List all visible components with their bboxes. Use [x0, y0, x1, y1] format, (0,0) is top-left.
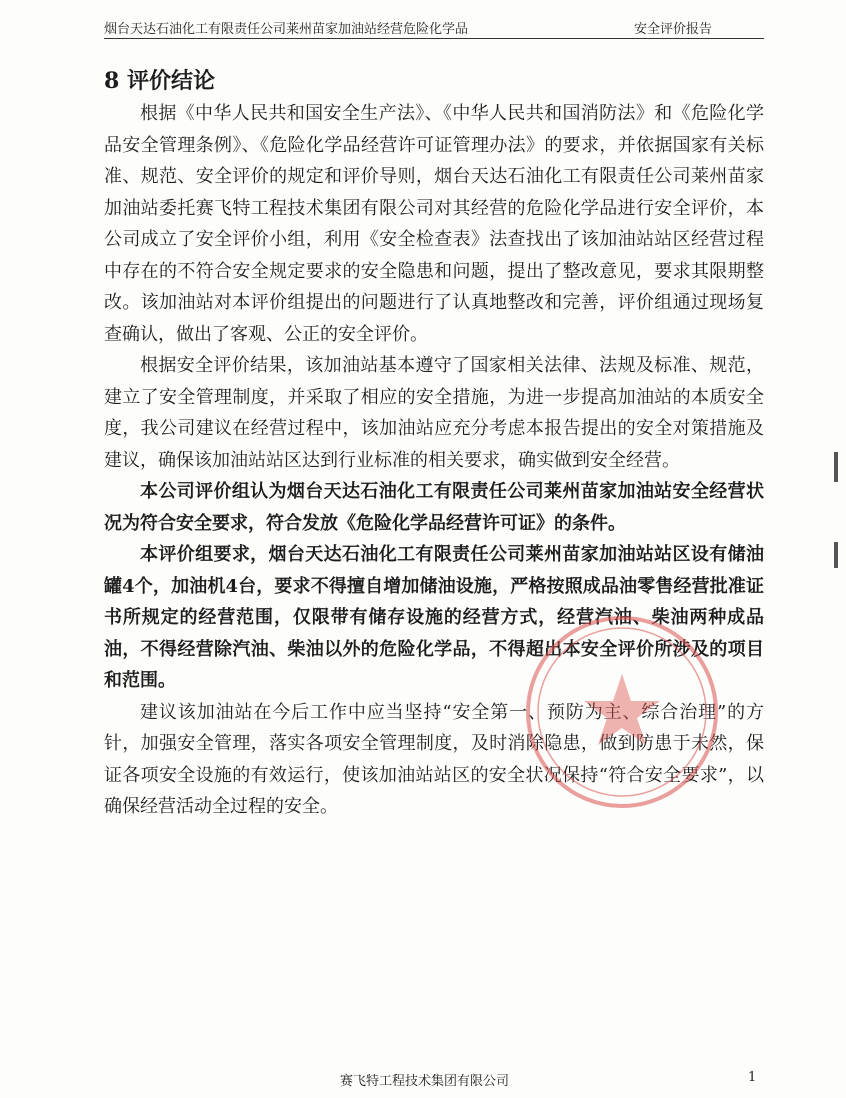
scan-margin-mark [834, 452, 838, 482]
paragraph-requirements: 本评价组要求，烟台天达石油化工有限责任公司莱州苗家加油站站区设有储油罐4个，加油机4台，要求不得擅自增加储油设施，严格按照成品油零售经营批准证书所规定的经营范围，仅限带有储存设施的经营方式，经营汽油、柴油两种成品油，不得经营除汽油、柴油以外的危险化学品，不得超出本安全评价所涉及的项目和范围。 [104, 544, 764, 691]
paragraph-conclusion: 本公司评价组认为烟台天达石油化工有限责任公司莱州苗家加油站安全经营状况为符合安全要求，符合发放《危险化学品经营许可证》的条件。 [104, 481, 764, 534]
paragraph-results: 根据安全评价结果，该加油站基本遵守了国家相关法律、法规及标准、规范，建立了安全管理制度，并采取了相应的安全措施，为进一步提高加油站的本质安全度，我公司建议在经营过程中，该加油站应充分考虑本报告提出的安全对策措施及建议，确保该加油站站区达到行业标准的相关要求，确实做到安全经营。 [104, 355, 764, 471]
page-header [104, 18, 764, 39]
paragraph-basis: 根据《中华人民共和国安全生产法》、《中华人民共和国消防法》和《危险化学品安全管理条例》、《危险化学品经营许可证管理办法》的要求，并依据国家有关标准、规范、安全评价的规定和评价导则，烟台天达石油化工有限责任公司莱州苗家加油站委托赛飞特工程技术集团有限公司对其经营的危险化学品进行安全评价，本公司成立了安全评价小组，利用《安全检查表》法查找出了该加油站站区经营过程中存在的不符合安全规定要求的安全隐患和问题，提出了整改意见，要求其限期整改。该加油站对本评价组提出的问题进行了认真地整改和完善，评价组通过现场复查确认，做出了客观、公正的安全评价。 [104, 103, 764, 345]
header-document-title: 烟台天达石油化工有限责任公司莱州苗家加油站经营危险化学品 [104, 22, 469, 37]
body-text [104, 98, 764, 823]
header-report-type: 安全评价报告 [634, 22, 713, 37]
paragraph-recommendation: 建议该加油站在今后工作中应当坚持“安全第一、预防为主、综合治理”的方针，加强安全管理，落实各项安全管理制度，及时消除隐患，做到防患于未然，保证各项安全设施的有效运行，使该加油站站区的安全状况保持“符合安全要求”，以确保经营活动全过程的安全。 [104, 701, 764, 817]
footer-company-name: 赛飞特工程技术集团有限公司 [340, 1074, 510, 1089]
page-number: 1 [748, 1070, 757, 1085]
section-title: 8 评价结论 [104, 68, 215, 94]
scan-margin-mark [834, 542, 838, 568]
